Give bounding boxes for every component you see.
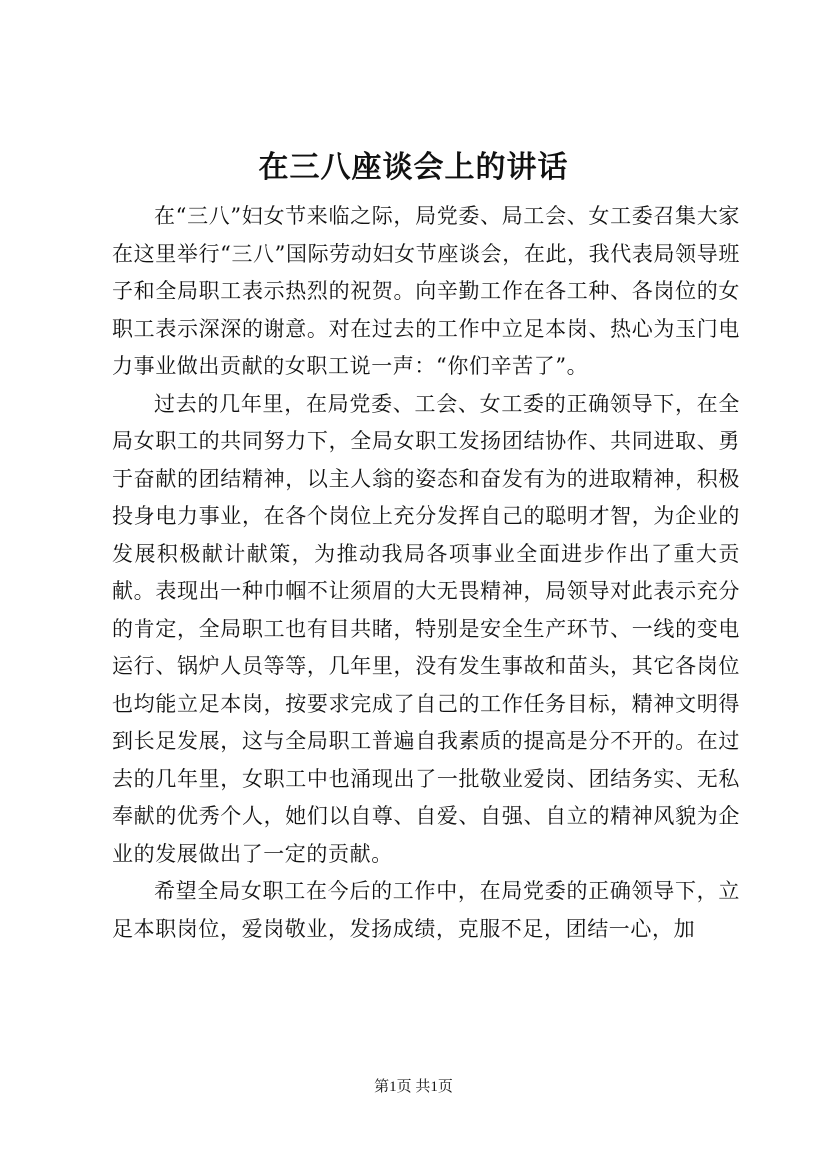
document-title: 在三八座谈会上的讲话 [258,150,569,185]
paragraph-1: 在“三八”妇女节来临之际，局党委、局工会、女工委召集大家在这里举行“三八”国际劳动妇女节座谈会，在此，我代表局领导班子和全局职工表示热烈的祝贺。向辛勤工作在各工种、各岗位的女职工表示深深的谢意。对在过去的工作中立足本岗、热心为玉门电力事业做出贡献的女职工说一声：“你们辛苦了”。 [112,204,740,378]
paragraph-3: 希望全局女职工在今后的工作中，在局党委的正确领导下，立足本职岗位，爱岗敬业，发扬成绩，克服不足，团结一心，加 [112,879,740,941]
document-body [112,198,740,948]
paragraph-2: 过去的几年里，在局党委、工会、女工委的正确领导下，在全局女职工的共同努力下，全局女职工发扬团结协作、共同进取、勇于奋献的团结精神，以主人翁的姿态和奋发有为的进取精神，积极投身电力事业，在各个岗位上充分发挥自己的聪明才智，为企业的发展积极献计献策，为推动我局各项事业全面进步作出了重大贡献。表现出一种巾帼不让须眉的大无畏精神，局领导对此表示充分的肯定，全局职工也有目共睹，特别是安全生产环节、一线的变电运行、锅炉人员等等，几年里，没有发生事故和苗头，其它各岗位也均能立足本岗，按要求完成了自己的工作任务目标，精神文明得到长足发展，这与全局职工普遍自我素质的提高是分不开的。在过去的几年里，女职工中也涌现出了一批敬业爱岗、团结务实、无私奉献的优秀个人，她们以自尊、自爱、自强、自立的精神风貌为企业的发展做出了一定的贡献。 [112,391,740,866]
page-footer: 第1页 共1页 [374,1079,453,1095]
